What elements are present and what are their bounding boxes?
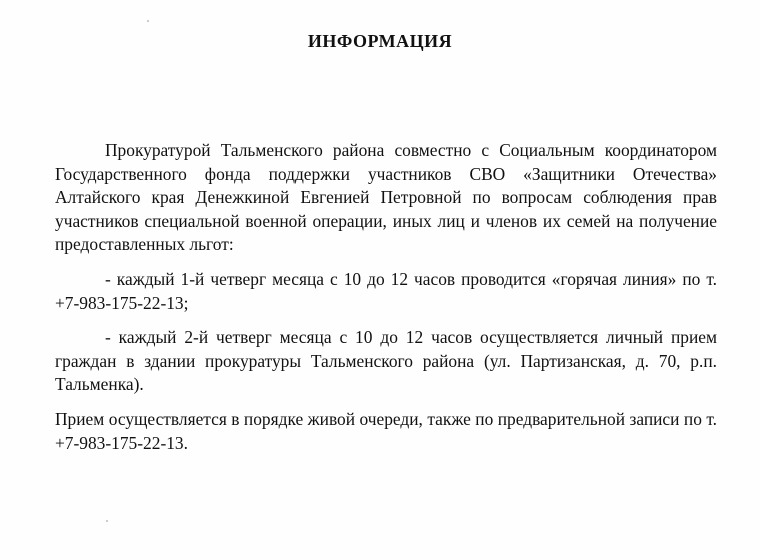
closing-paragraph: Прием осуществляется в порядке живой очереди, также по предварительной записи по т. +7-983-175-22-13. — [55, 408, 717, 453]
list-item-hotline: - каждый 1-й четверг месяца с 10 до 12 часов проводится «горячая линия» по т. +7-983-175-22-13; — [55, 268, 717, 313]
list-item-reception: - каждый 2-й четверг месяца с 10 до 12 часов осуществляется личный прием граждан в здании прокуратуры Тальменского района (ул. Партизанская, д. 70, р.п. Тальменка). — [55, 327, 717, 395]
document-body — [55, 139, 717, 455]
document-title: ИНФОРМАЦИЯ — [307, 31, 453, 51]
scan-speck — [106, 520, 108, 522]
intro-paragraph: Прокуратурой Тальменского района совместно с Социальным координатором Государственного фонда поддержки участников СВО «Защитники Отечества» Алтайского края Денежкиной Евгенией Петровной по вопросам соблюдения прав участников специальной военной операции, иных лиц и членов их семей на получение предоставленных льгот: — [55, 140, 717, 255]
scan-speck — [147, 20, 149, 22]
